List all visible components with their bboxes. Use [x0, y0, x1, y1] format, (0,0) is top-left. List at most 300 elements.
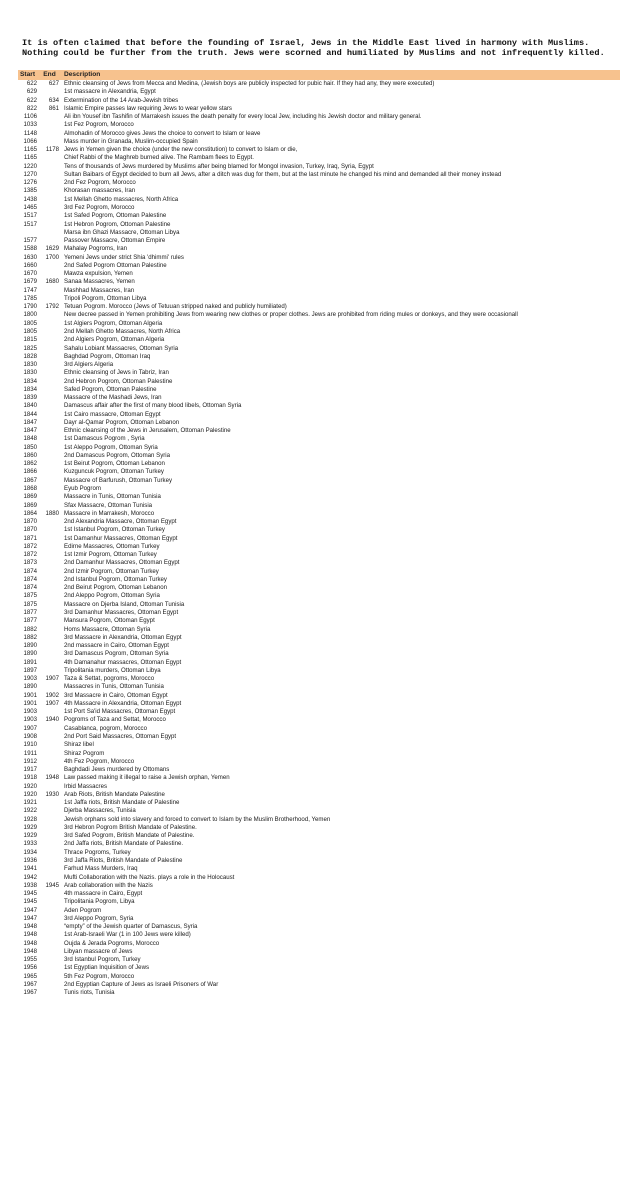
- row-description: Tripolitania Pogrom, Libya: [64, 898, 135, 906]
- row-description: Arab collaboration with the Nazis: [64, 881, 153, 889]
- table-row: [18, 973, 620, 981]
- row-start: 1872: [23, 551, 37, 559]
- row-description: 3rd Fez Pogrom, Morocco: [64, 203, 135, 211]
- row-start: 1850: [23, 443, 37, 451]
- table-row: [18, 725, 620, 733]
- row-description: Tetuan Pogrom. Morocco (Jews of Tetuuan stripped naked and publicly humiliated): [64, 303, 287, 311]
- table-row: [18, 915, 620, 923]
- row-end: [40, 923, 62, 931]
- row-description: 2nd Algiers Pogrom, Ottoman Algeria: [64, 336, 165, 344]
- row-start: 1918: [23, 774, 37, 782]
- table-row: [18, 923, 620, 931]
- row-description: 2nd Alexandria Massacre, Ottoman Egypt: [64, 518, 177, 526]
- table-row: [18, 840, 620, 848]
- row-end: [40, 683, 62, 691]
- row-end: [40, 650, 62, 658]
- row-end: [40, 592, 62, 600]
- row-end: [40, 270, 62, 278]
- table-row: [18, 741, 620, 749]
- table-row: [18, 229, 620, 237]
- row-start: 622: [26, 96, 37, 104]
- row-description: 1st Aleppo Pogrom, Ottoman Syria: [64, 443, 158, 451]
- row-start: 1920: [23, 790, 37, 798]
- table-row: [18, 278, 620, 286]
- row-end: 1178: [45, 146, 59, 154]
- header-end: End: [43, 71, 56, 78]
- row-end: 1945: [45, 881, 59, 889]
- table-row: [18, 419, 620, 427]
- row-description: “empty” of the Jewish quarter of Damascus, Syria: [64, 923, 198, 931]
- row-description: 3rd Istanbul Pogrom, Turkey: [64, 956, 141, 964]
- row-end: [40, 766, 62, 774]
- row-start: 1847: [23, 418, 37, 426]
- row-description: Edirne Massacres, Ottoman Turkey: [64, 542, 160, 550]
- table-row: [18, 320, 620, 328]
- row-end: [40, 824, 62, 832]
- table-row: [18, 526, 620, 534]
- row-end: [40, 452, 62, 460]
- row-end: [40, 113, 62, 121]
- table-row: [18, 369, 620, 377]
- row-start: 1928: [23, 815, 37, 823]
- table-row: [18, 187, 620, 195]
- row-start: 1106: [23, 113, 37, 121]
- table-row: [18, 683, 620, 691]
- table-row: [18, 452, 620, 460]
- row-end: [40, 262, 62, 270]
- table-row: [18, 716, 620, 724]
- row-start: 1941: [23, 865, 37, 873]
- row-end: [40, 799, 62, 807]
- row-end: [40, 526, 62, 534]
- row-end: [40, 493, 62, 501]
- table-row: [18, 468, 620, 476]
- table-row: [18, 865, 620, 873]
- table-row: [18, 898, 620, 906]
- row-start: 1901: [23, 699, 37, 707]
- row-description: 2nd Safed Pogrom Ottoman Palestine: [64, 261, 167, 269]
- table-row: [18, 394, 620, 402]
- table-row: [18, 824, 620, 832]
- row-description: 3rd Damanhur Massacres, Ottoman Egypt: [64, 609, 179, 616]
- row-start: 1848: [23, 435, 37, 443]
- row-start: 1897: [23, 666, 37, 674]
- row-description: Pogroms of Taza and Settat, Morocco: [64, 716, 166, 724]
- table-row: [18, 733, 620, 741]
- row-end: [40, 345, 62, 353]
- row-description: Chief Rabbi of the Maghreb burned alive. The Rambam flees to Egypt.: [64, 154, 254, 162]
- table-row: [18, 361, 620, 369]
- row-description: Yemeni Jews under strict Shia 'dhimmi' rules: [64, 253, 184, 261]
- table-row: [18, 708, 620, 716]
- table-row: [18, 121, 620, 129]
- table-row: [18, 105, 620, 113]
- row-end: [40, 328, 62, 336]
- row-description: 3rd Massacre in Cairo, Ottoman Egypt: [64, 691, 168, 699]
- row-end: [40, 320, 62, 328]
- table-body: [18, 80, 620, 997]
- row-start: 1882: [23, 633, 37, 641]
- table-row: [18, 237, 620, 245]
- row-description: Jewish orphans sold into slavery and forced to convert to Islam by the Muslim Brotherhood, Yemen: [64, 815, 331, 823]
- row-description: Khorasan massacres, Iran: [64, 187, 136, 195]
- row-start: 1867: [23, 476, 37, 484]
- row-end: [40, 816, 62, 824]
- table-row: [18, 171, 620, 179]
- table-row: [18, 493, 620, 501]
- row-description: Massacre on Djerba Island, Ottoman Tunisia: [64, 600, 185, 608]
- row-end: 1907: [45, 699, 59, 707]
- row-start: 1945: [23, 898, 37, 906]
- row-start: 1934: [23, 848, 37, 856]
- row-start: 1660: [23, 261, 37, 269]
- table-row: [18, 700, 620, 708]
- row-end: [40, 659, 62, 667]
- row-description: 2nd massacre in Cairo, Ottoman Egypt: [64, 642, 169, 650]
- row-end: [40, 311, 62, 319]
- row-start: 1825: [23, 344, 37, 352]
- row-end: [40, 956, 62, 964]
- row-description: Farhud Mass Murders, Iraq: [64, 865, 138, 873]
- row-start: 1800: [23, 311, 37, 319]
- row-description: 1st Istanbul Pogrom, Ottoman Turkey: [64, 526, 165, 534]
- row-description: 2nd Hebron Pogrom, Ottoman Palestine: [64, 377, 173, 385]
- row-start: 1862: [23, 460, 37, 468]
- row-end: [40, 229, 62, 237]
- row-end: [40, 204, 62, 212]
- row-description: 2nd Aleppo Pogrom, Ottoman Syria: [64, 592, 160, 600]
- row-end: [40, 419, 62, 427]
- row-end: [40, 634, 62, 642]
- row-end: [40, 931, 62, 939]
- row-description: Mashhad Massacres, Iran: [64, 286, 135, 294]
- row-end: [40, 832, 62, 840]
- row-description: 2nd Istanbul Pogrom, Ottoman Turkey: [64, 575, 167, 583]
- row-description: Sfax Massacre, Ottoman Tunisia: [64, 501, 153, 509]
- table-row: [18, 750, 620, 758]
- row-start: 1830: [23, 361, 37, 369]
- row-start: 1148: [23, 129, 37, 137]
- row-start: 1936: [23, 856, 37, 864]
- row-description: Marsa ibn Ghazi Massacre, Ottoman Libya: [64, 228, 180, 236]
- row-description: Baghdad Pogrom, Ottoman Iraq: [64, 352, 151, 360]
- row-end: [40, 568, 62, 576]
- row-end: [40, 626, 62, 634]
- row-end: [40, 394, 62, 402]
- row-end: 1907: [45, 675, 59, 683]
- row-end: [40, 435, 62, 443]
- row-description: Mahalay Pogroms, Iran: [64, 245, 127, 253]
- row-description: 2nd Port Said Massacres, Ottoman Egypt: [64, 732, 177, 740]
- table-row: [18, 477, 620, 485]
- row-end: 1940: [45, 716, 59, 724]
- row-description: Kuzguncuk Pogrom, Ottoman Turkey: [64, 468, 164, 476]
- row-start: 1517: [23, 220, 37, 228]
- row-description: Islamic Empire passes law requiring Jews to wear yellow stars: [64, 104, 232, 112]
- row-end: [40, 130, 62, 138]
- table-row: [18, 601, 620, 609]
- row-end: [40, 584, 62, 592]
- row-start: 1945: [23, 890, 37, 898]
- row-start: 1165: [23, 154, 37, 162]
- row-description: Oujda & Jerada Pogroms, Morocco: [64, 939, 160, 947]
- row-start: 1948: [23, 939, 37, 947]
- row-end: [40, 502, 62, 510]
- table-row: [18, 667, 620, 675]
- row-start: 1873: [23, 559, 37, 567]
- row-end: [40, 642, 62, 650]
- row-end: [40, 212, 62, 220]
- table-row: [18, 890, 620, 898]
- row-start: 1922: [23, 807, 37, 815]
- row-start: 1790: [23, 303, 37, 311]
- row-start: 1276: [23, 179, 37, 187]
- row-start: 1588: [23, 245, 37, 253]
- row-start: 629: [26, 88, 37, 96]
- row-start: 1882: [23, 625, 37, 633]
- row-end: [40, 725, 62, 733]
- row-description: Sultan Baibars of Egypt decided to burn all Jews, after a ditch was dug for them, but at the last minute he changed his mind and demanded all their money instead: [64, 170, 502, 178]
- row-end: [40, 336, 62, 344]
- row-end: 1880: [45, 509, 59, 517]
- row-description: 1st Safed Pogrom, Ottoman Palestine: [64, 212, 167, 220]
- row-end: [40, 287, 62, 295]
- row-start: 1903: [23, 675, 37, 683]
- row-description: Massacre in Tunis, Ottoman Tunisia: [64, 493, 161, 501]
- row-description: Tripolitania murders, Ottoman Libya: [64, 666, 161, 674]
- table-row: [18, 609, 620, 617]
- row-end: [40, 154, 62, 162]
- row-end: [40, 386, 62, 394]
- row-start: 1890: [23, 642, 37, 650]
- table-row: [18, 766, 620, 774]
- table-row: [18, 254, 620, 262]
- row-description: Passover Massacre, Ottoman Empire: [64, 237, 166, 245]
- row-end: [40, 849, 62, 857]
- table-row: [18, 584, 620, 592]
- table-row: [18, 931, 620, 939]
- row-start: 622: [26, 80, 37, 87]
- intro-text: It is often claimed that before the founding of Israel, Jews in the Middle East lived in harmony with Muslims. Nothing could be further from the truth. Jews were scorned and humiliated by Muslims and not infrequently killed.: [22, 38, 605, 58]
- table-row: [18, 849, 620, 857]
- row-description: 2nd Fez Pogrom, Morocco: [64, 179, 136, 187]
- table-row: [18, 874, 620, 882]
- table-row: [18, 212, 620, 220]
- row-end: [40, 601, 62, 609]
- row-start: 1828: [23, 352, 37, 360]
- row-end: [40, 667, 62, 675]
- row-start: 1630: [23, 253, 37, 261]
- row-end: 627: [48, 80, 59, 87]
- table-row: [18, 221, 620, 229]
- row-end: [40, 981, 62, 989]
- row-end: 634: [48, 96, 59, 104]
- row-end: [40, 840, 62, 848]
- table-row: [18, 485, 620, 493]
- row-description: Baghdadi Jews murdered by Ottomans: [64, 766, 170, 774]
- row-start: 1921: [23, 799, 37, 807]
- table-row: [18, 80, 620, 88]
- row-description: Massacre in Marrakesh, Morocco: [64, 509, 155, 517]
- row-end: [40, 758, 62, 766]
- row-description: Aden Pogrom: [64, 906, 102, 914]
- row-end: [40, 171, 62, 179]
- row-description: 1st Damascus Pogrom , Syria: [64, 435, 145, 443]
- row-start: 1864: [23, 509, 37, 517]
- row-start: 1920: [23, 782, 37, 790]
- table-row: [18, 551, 620, 559]
- row-start: 1929: [23, 832, 37, 840]
- row-end: [40, 369, 62, 377]
- table-row: [18, 907, 620, 915]
- row-start: 1870: [23, 518, 37, 526]
- row-description: 1st Arab-Israeli War (1 in 100 Jews were killed): [64, 931, 191, 939]
- row-start: 1869: [23, 501, 37, 509]
- row-start: 1903: [23, 716, 37, 724]
- row-description: 1st Damanhur Massacres, Ottoman Egypt: [64, 534, 178, 542]
- table-row: [18, 543, 620, 551]
- row-description: 1st Izmir Pogrom, Ottoman Turkey: [64, 551, 157, 559]
- table-row: [18, 345, 620, 353]
- row-description: 4th massacre in Cairo, Egypt: [64, 890, 143, 898]
- table-row: [18, 262, 620, 270]
- table-row: [18, 650, 620, 658]
- row-start: 1875: [23, 592, 37, 600]
- table-row: [18, 179, 620, 187]
- table-row: [18, 196, 620, 204]
- row-start: 1933: [23, 840, 37, 848]
- table-row: [18, 535, 620, 543]
- row-start: 1965: [23, 972, 37, 980]
- row-description: 3rd Damascus Pogrom, Ottoman Syria: [64, 650, 169, 658]
- row-end: [40, 477, 62, 485]
- row-description: Mansura Pogrom, Ottoman Egypt: [64, 617, 155, 625]
- row-end: [40, 807, 62, 815]
- row-start: [18, 229, 40, 237]
- row-description: Tripoli Pogrom, Ottoman Libya: [64, 294, 147, 302]
- row-start: 1948: [23, 947, 37, 955]
- pogrom-table: [18, 70, 620, 997]
- row-description: Massacre of Barfurush, Ottoman Turkey: [64, 476, 173, 484]
- table-row: [18, 989, 620, 997]
- row-description: Arab Riots, British Mandate Palestine: [64, 790, 165, 798]
- table-row: [18, 154, 620, 162]
- row-start: 1901: [23, 691, 37, 699]
- row-end: [40, 444, 62, 452]
- row-end: [40, 874, 62, 882]
- row-start: 1890: [23, 683, 37, 691]
- table-row: [18, 807, 620, 815]
- row-end: [40, 427, 62, 435]
- row-description: 3rd Aleppo Pogrom, Syria: [64, 914, 134, 922]
- row-start: 1866: [23, 468, 37, 476]
- row-description: Massacres in Tunis, Ottoman Tunisia: [64, 683, 164, 691]
- row-start: 1903: [23, 708, 37, 716]
- table-row: [18, 799, 620, 807]
- table-row: [18, 940, 620, 948]
- row-end: [40, 559, 62, 567]
- row-start: 1942: [23, 873, 37, 881]
- row-start: 1805: [23, 319, 37, 327]
- row-description: Extermination of the 14 Arab-Jewish tribes: [64, 96, 179, 104]
- row-description: Law passed making it illegal to raise a Jewish orphan, Yemen: [64, 774, 230, 782]
- header-start: Start: [20, 71, 36, 78]
- row-end: [40, 617, 62, 625]
- row-start: 1908: [23, 732, 37, 740]
- table-row: [18, 435, 620, 443]
- row-start: 1877: [23, 617, 37, 625]
- row-start: 1670: [23, 270, 37, 278]
- row-start: 1840: [23, 402, 37, 410]
- table-row: [18, 402, 620, 410]
- row-description: 1st massacre in Alexandria, Egypt: [64, 88, 156, 96]
- row-end: [40, 989, 62, 997]
- table-row: [18, 510, 620, 518]
- table-row: [18, 617, 620, 625]
- row-description: Tunis riots, Tunisia: [64, 989, 115, 997]
- table-row: [18, 287, 620, 295]
- table-row: [18, 138, 620, 146]
- table-row: [18, 411, 620, 419]
- row-end: [40, 485, 62, 493]
- row-start: 1938: [23, 881, 37, 889]
- row-start: 1830: [23, 369, 37, 377]
- row-start: 1834: [23, 377, 37, 385]
- row-end: [40, 940, 62, 948]
- row-description: Shiraz libel: [64, 741, 94, 749]
- row-start: 1747: [23, 286, 37, 294]
- row-start: 1929: [23, 823, 37, 831]
- row-description: Jews in Yemen given the choice (under the new constitution) to convert to Islam or die,: [64, 146, 298, 154]
- row-description: 1st Fez Pogrom, Morocco: [64, 121, 134, 129]
- row-description: 1st Egyptian Inquisition of Jews: [64, 964, 150, 972]
- row-description: Mawza expulsion, Yemen: [64, 270, 133, 278]
- row-description: 3rd Massacre in Alexandria, Ottoman Egypt: [64, 633, 182, 641]
- row-start: 822: [26, 104, 37, 112]
- table-row: [18, 692, 620, 700]
- row-start: 1911: [23, 749, 37, 757]
- row-description: 2nd Izmir Pogrom, Ottoman Turkey: [64, 567, 159, 575]
- row-start: 1839: [23, 394, 37, 402]
- row-start: 1917: [23, 766, 37, 774]
- row-start: 1805: [23, 327, 37, 335]
- row-description: 1st Jaffa riots, British Mandate of Palestine: [64, 799, 180, 807]
- table-row: [18, 303, 620, 311]
- row-description: 2nd Mellah Ghetto Massacres, North Africa: [64, 327, 181, 335]
- row-end: 1948: [45, 774, 59, 782]
- row-end: [40, 88, 62, 96]
- row-end: [40, 750, 62, 758]
- row-description: Libyan massacre of Jews: [64, 947, 133, 955]
- table-row: [18, 981, 620, 989]
- table-row: [18, 113, 620, 121]
- row-start: 1891: [23, 658, 37, 666]
- row-start: 1947: [23, 914, 37, 922]
- table-row: [18, 427, 620, 435]
- row-start: 1860: [23, 451, 37, 459]
- row-description: 1st Algiers Pogrom, Ottoman Algeria: [64, 319, 163, 327]
- row-end: [40, 543, 62, 551]
- row-description: 4th Massacre in Alexandria, Ottoman Egypt: [64, 699, 182, 707]
- row-end: [40, 898, 62, 906]
- row-start: 1815: [23, 336, 37, 344]
- row-start: 1844: [23, 410, 37, 418]
- row-description: 2nd Damascus Pogrom, Ottoman Syria: [64, 451, 171, 459]
- table-row: [18, 956, 620, 964]
- row-end: [40, 733, 62, 741]
- row-end: [40, 187, 62, 195]
- table-row: [18, 386, 620, 394]
